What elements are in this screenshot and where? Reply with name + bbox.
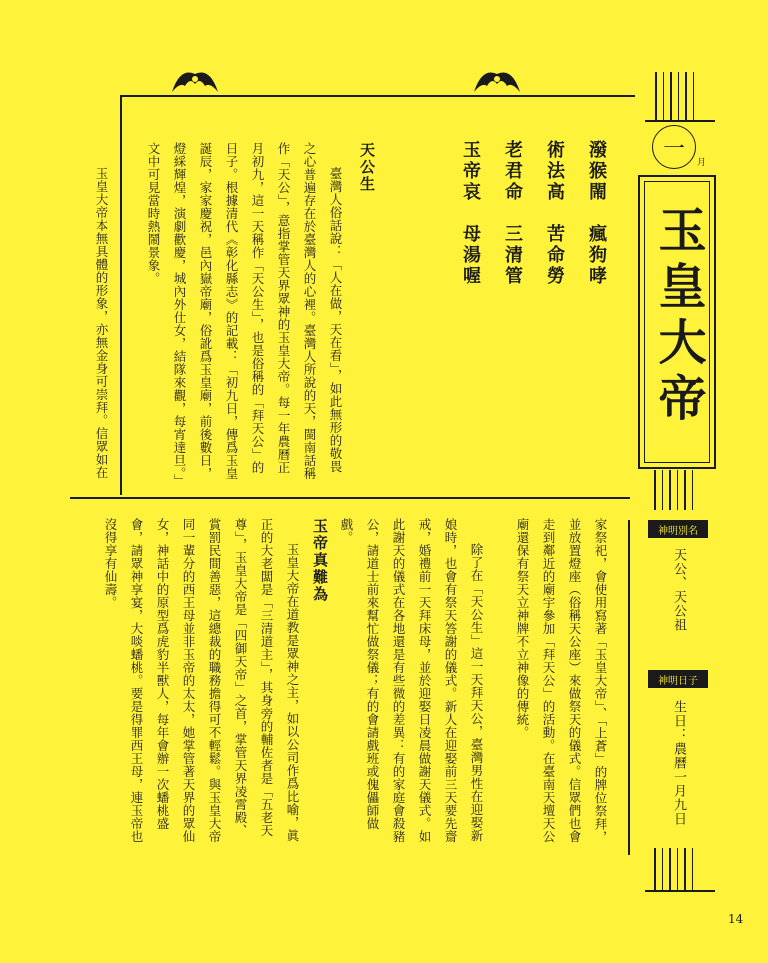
info-alias-label-box: 神明別名 [648, 520, 708, 538]
deity-title-box [638, 175, 716, 469]
section-heading-tiangongsheng: 天公生 [358, 142, 376, 193]
section3-body [100, 518, 305, 848]
section1-paragraph-1: 臺灣人俗話說：「人在做，天在看」，如此無形的敬畏之心普遍存在於臺灣人的心裡。臺灣人所說的天，閩南話稱作「天公」，意指掌管天界眾神的玉皇大帝。每一年農曆正月初九，這一天稱作「天公生」，也是俗稱的「拜天公」的日子。根據清代《彰化縣志》的記載：「初九日，傳爲玉皇誕辰，家家慶祝，邑內嶽帝廟，俗訛爲玉皇廟，前後數日，燈綵輝煌，演劇歡慶，城內外仕女，結隊來觀，每宵達旦。」文中可見當時熱鬧景象。 [146, 142, 343, 481]
frame-top-line [120, 95, 635, 97]
section1-paragraph-2: 玉皇大帝本無具體的形象，亦無金身可崇拜。信眾如在 [94, 167, 109, 479]
month-number: 一 [662, 136, 685, 162]
saying-4: 玉帝哀 母湯喔 [460, 140, 481, 287]
ornament-base-line [645, 120, 715, 122]
info-date-value: 生日：農曆一月九日 [671, 700, 686, 826]
bottom-ornament-base [645, 890, 715, 892]
section2-body [339, 518, 613, 848]
top-ornament-lines [655, 72, 694, 122]
page-number: 14 [728, 912, 744, 926]
info-alias-value: 天公、天公祖 [671, 548, 686, 632]
info-sidebar-rule [628, 520, 630, 855]
section3-paragraph: 玉皇大帝在道教是眾神之主，如以公司作爲比喻，眞正的大老闆是「三清道主」，其身旁的輔佐者是「五老天尊」，玉皇大帝是「四御天帝」之首，掌管天界凌霄殿、賞罰民間善惡，這總裁的職務擔得可不輕鬆。與玉皇大帝同一輩分的西王母並非玉帝的太太，她掌管著天界的眾仙女，神話中的原型爲虎豹半獸人，每年會辦一次蟠桃盛會，請眾神享宴，大啖蟠桃。要是得罪西王母，連玉帝也沒得享有仙壽。 [103, 518, 300, 843]
section2-continuation: 家祭祀，會使用寫著「玉皇大帝」、「上蒼」的牌位祭拜，並放置燈座（俗稱天公座）來做祭天的儀式。信眾們也會走到鄰近的廟宇參加「拜天公」的活動。在臺南天壇天公廟還保有祭天立神牌不立神像的傳統。 [515, 518, 608, 844]
info-date-label-box: 神明日子 [648, 670, 708, 688]
month-label: 月 [697, 158, 707, 168]
saying-1: 潑猴閙 瘋狗哮 [586, 140, 607, 287]
title-bottom-lines [654, 470, 693, 510]
section-heading-yudi: 玉帝真難為 [311, 518, 329, 603]
dragon-ornament-right [472, 62, 522, 97]
saying-3: 老君命 三清管 [502, 140, 523, 287]
saying-2: 術法高 苦命勞 [544, 140, 565, 287]
month-circle [652, 125, 696, 169]
deity-title: 玉皇大帝 [650, 205, 706, 429]
bottom-ornament-lines [654, 848, 693, 890]
frame-mid-line [70, 497, 630, 499]
section2-paragraph: 除了在「天公生」這一天拜天公，臺灣男性在迎娶新娘時，也會有祭天答謝的儀式。新人在迎娶前三天要先齋戒，婚禮前一天拜床母，並於迎娶日凌晨做謝天儀式。如此謝天的儀式在各地還是有些微的差異：有的家庭會殺豬公，請道士前來幫忙做祭儀；有的會請戲班或傀儡師做戲。 [339, 518, 484, 843]
section1-body [92, 142, 348, 482]
dragon-ornament-left [170, 62, 220, 97]
